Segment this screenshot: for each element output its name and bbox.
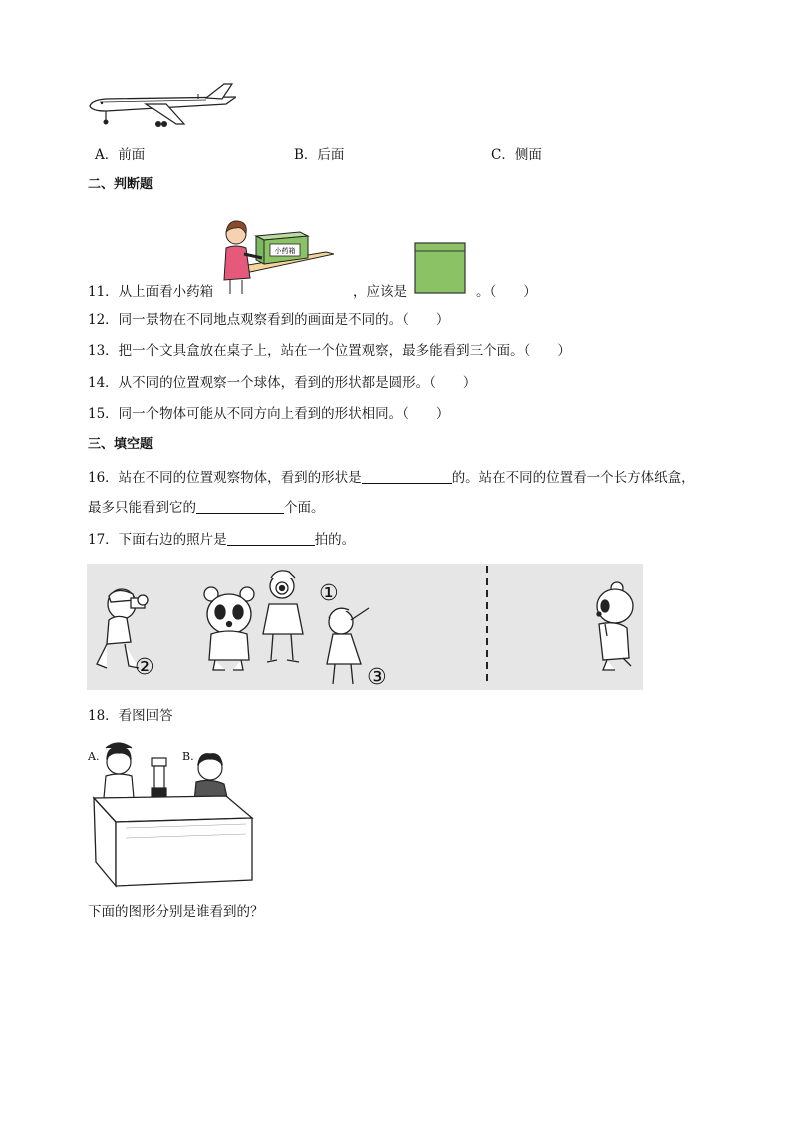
section-heading-judgement: 二、判断题 bbox=[88, 177, 154, 192]
question-18-title: 18．看图回答 bbox=[88, 708, 173, 724]
q11-text-c: 。（ ） bbox=[476, 284, 537, 300]
question-16-line-1 bbox=[88, 469, 695, 487]
medicine-box-label: 小药箱 bbox=[274, 247, 296, 255]
desk-scene-illustration bbox=[86, 738, 254, 888]
question-12: 12．同一景物在不同地点观察看到的画面是不同的。（ ） bbox=[88, 312, 450, 328]
q17-text-a: 17．下面右边的照片是 bbox=[88, 532, 227, 548]
q16-blank-2[interactable] bbox=[196, 499, 284, 514]
option-c: C．侧面 bbox=[491, 147, 542, 163]
question-18-prompt: 下面的图形分别是谁看到的？ bbox=[88, 904, 264, 920]
question-13: 13．把一个文具盒放在桌子上，站在一个位置观察，最多能看到三个面。（ ） bbox=[88, 343, 571, 359]
question-17 bbox=[88, 531, 355, 549]
label-a: A. bbox=[88, 750, 100, 763]
q17-text-b: 拍的。 bbox=[314, 532, 356, 548]
label-two: ② bbox=[135, 655, 155, 680]
label-three: ③ bbox=[367, 665, 387, 690]
airplane-illustration bbox=[86, 80, 236, 132]
q11-text-b: ，应该是 bbox=[353, 284, 407, 300]
q17-blank[interactable] bbox=[227, 531, 315, 546]
q16-text-1a: 16．站在不同的位置观察物体，看到的形状是 bbox=[88, 470, 362, 486]
photo-scene-panel bbox=[87, 564, 643, 690]
option-b: B．后面 bbox=[294, 147, 345, 163]
q11-number: 11． bbox=[88, 284, 119, 300]
question-15: 15．同一个物体可能从不同方向上看到的形状相同。（ ） bbox=[88, 406, 450, 422]
photo-scene-illustration bbox=[87, 564, 643, 690]
q11-text-a: 从上面看小药箱 bbox=[118, 284, 214, 300]
q16-text-2b: 个面。 bbox=[284, 500, 325, 516]
option-a: A．前面 bbox=[95, 147, 146, 163]
q16-text-1b: 的。站在不同的位置看一个长方体纸盒， bbox=[451, 470, 695, 486]
section-heading-fill-in: 三、填空题 bbox=[88, 437, 154, 452]
question-14: 14．从不同的位置观察一个球体，看到的形状都是圆形。（ ） bbox=[88, 375, 477, 391]
girl-with-medicine-box-illustration bbox=[222, 218, 334, 296]
q16-blank-1[interactable] bbox=[362, 469, 452, 484]
label-b: B. bbox=[182, 750, 194, 763]
green-square-top-view bbox=[414, 242, 466, 294]
question-11 bbox=[88, 283, 213, 301]
q16-text-2a: 最多只能看到它的 bbox=[88, 500, 196, 516]
question-16-line-2 bbox=[88, 499, 325, 517]
label-one: ① bbox=[319, 581, 339, 606]
